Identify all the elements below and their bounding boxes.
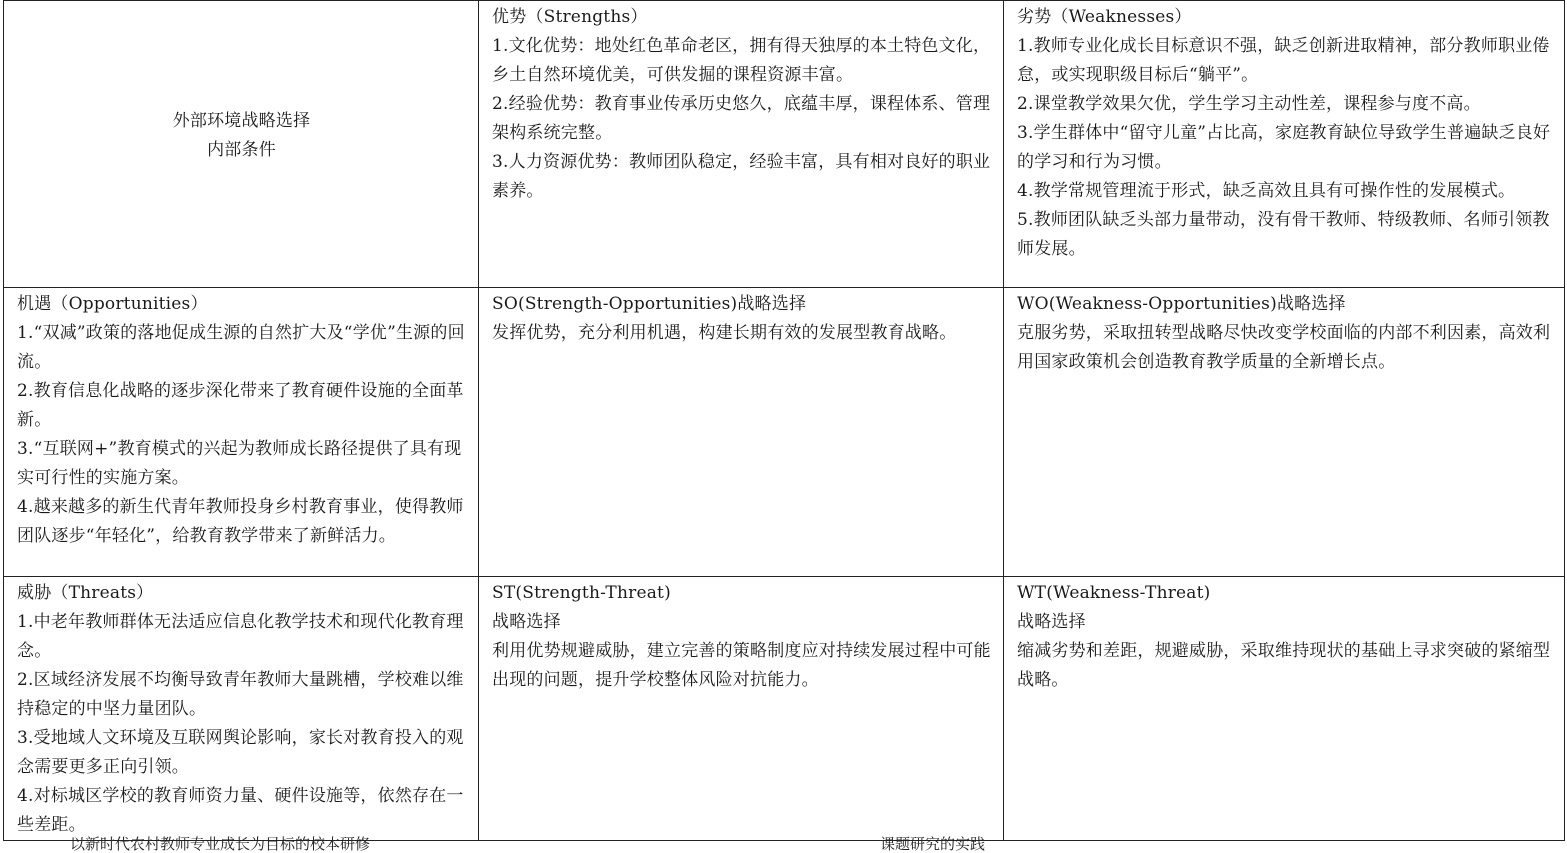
wt-strategy-subtitle: 战略选择 — [1017, 612, 1086, 632]
table-row — [4, 1, 1565, 288]
st-strategy-title: ST(Strength-Threat) — [492, 583, 671, 603]
threats-item: 2.区域经济发展不均衡导致青年教师大量跳槽，学校难以维持稳定的中坚力量团队。 — [17, 670, 464, 719]
so-strategy-title: SO(Strength-Opportunities)战略选择 — [492, 294, 807, 314]
opportunities-cell — [4, 288, 479, 577]
wt-strategy-title: WT(Weakness-Threat) — [1017, 583, 1211, 603]
strengths-title: 优势（Strengths） — [492, 7, 648, 27]
footer-right-text: 课题研究的实践 — [880, 835, 986, 853]
weaknesses-item: 4.教学常规管理流于形式，缺乏高效且具有可操作性的发展模式。 — [1017, 181, 1516, 201]
footer-right-caption — [880, 835, 986, 853]
so-strategy-text: 发挥优势，充分利用机遇，构建长期有效的发展型教育战略。 — [492, 323, 957, 343]
swot-table — [3, 0, 1565, 841]
weaknesses-cell — [1004, 1, 1565, 288]
opportunities-item: 1.“双减”政策的落地促成生源的自然扩大及“学优”生源的回流。 — [17, 323, 465, 372]
wo-strategy-text: 克服劣势，采取扭转型战略尽快改变学校面临的内部不利因素，高效利用国家政策机会创造教育教学质量的全新增长点。 — [1017, 323, 1551, 372]
weaknesses-item: 1.教师专业化成长目标意识不强，缺乏创新进取精神，部分教师职业倦怠，或实现职级目标后“躺平”。 — [1017, 36, 1550, 85]
wt-strategy-cell — [1004, 577, 1565, 841]
wo-strategy-title: WO(Weakness-Opportunities)战略选择 — [1017, 294, 1346, 314]
threats-cell — [4, 577, 479, 841]
weaknesses-item: 2.课堂教学效果欠优，学生学习主动性差，课程参与度不高。 — [1017, 94, 1481, 114]
footer-left-text: 以新时代农村教师专业成长为目标的校本研修 — [70, 835, 371, 853]
corner-external-label: 外部环境战略选择 — [172, 111, 311, 131]
strengths-cell — [479, 1, 1004, 288]
threats-item: 4.对标城区学校的教育师资力量、硬件设施等，依然存在一些差距。 — [17, 786, 464, 835]
st-strategy-text: 利用优势规避威胁，建立完善的策略制度应对持续发展过程中可能出现的问题，提升学校整体风险对抗能力。 — [492, 641, 991, 690]
weaknesses-item: 3.学生群体中“留守儿童”占比高，家庭教育缺位导致学生普遍缺乏良好的学习和行为习惯。 — [1017, 123, 1551, 172]
table-row — [4, 288, 1565, 577]
corner-internal-label: 内部条件 — [207, 140, 276, 160]
wo-strategy-cell — [1004, 288, 1565, 577]
threats-title: 威胁（Threats） — [17, 583, 154, 603]
weaknesses-title: 劣势（Weaknesses） — [1017, 7, 1192, 27]
table-row — [4, 577, 1565, 841]
wt-strategy-text: 缩减劣势和差距，规避威胁，采取维持现状的基础上寻求突破的紧缩型战略。 — [1017, 641, 1551, 690]
st-strategy-cell — [479, 577, 1004, 841]
opportunities-item: 2.教育信息化战略的逐步深化带来了教育硬件设施的全面革新。 — [17, 381, 464, 430]
strengths-item: 3.人力资源优势：教师团队稳定，经验丰富，具有相对良好的职业素养。 — [492, 152, 991, 201]
strengths-item: 1.文化优势：地处红色革命老区，拥有得天独厚的本土特色文化，乡土自然环境优美，可供发掘的课程资源丰富。 — [492, 36, 991, 85]
opportunities-item: 4.越来越多的新生代青年教师投身乡村教育事业，使得教师团队逐步“年轻化”，给教育教学带来了新鲜活力。 — [17, 497, 464, 546]
so-strategy-cell — [479, 288, 1004, 577]
st-strategy-subtitle: 战略选择 — [492, 612, 561, 632]
threats-item: 1.中老年教师群体无法适应信息化教学技术和现代化教育理念。 — [17, 612, 464, 661]
strengths-item: 2.经验优势：教育事业传承历史悠久，底蕴丰厚，课程体系、管理架构系统完整。 — [492, 94, 991, 143]
threats-item: 3.受地域人文环境及互联网舆论影响，家长对教育投入的观念需要更多正向引领。 — [17, 728, 464, 777]
footer-left-caption — [70, 835, 371, 853]
opportunities-title: 机遇（Opportunities） — [17, 294, 208, 314]
corner-cell — [4, 1, 479, 288]
weaknesses-item: 5.教师团队缺乏头部力量带动，没有骨干教师、特级教师、名师引领教师发展。 — [1017, 210, 1550, 259]
opportunities-item: 3.“互联网+”教育模式的兴起为教师成长路径提供了具有现实可行性的实施方案。 — [17, 439, 462, 488]
